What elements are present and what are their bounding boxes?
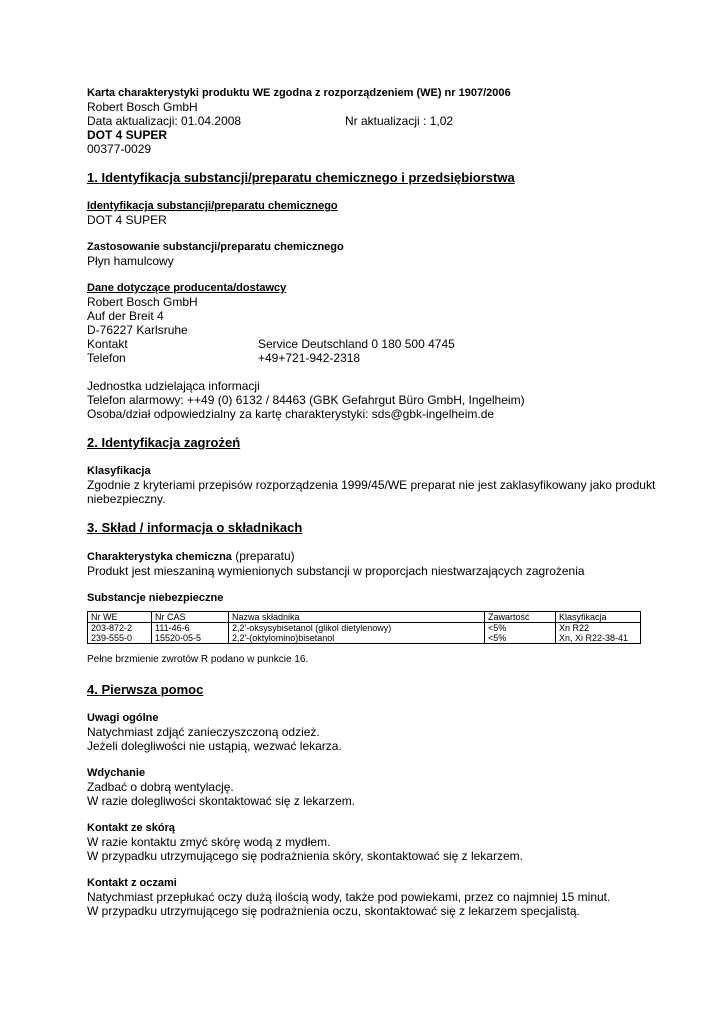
identification-label: Identyfikacja substancji/preparatu chemicznego: [87, 200, 338, 212]
contact-value: Service Deutschland 0 180 500 4745: [258, 337, 455, 351]
table-cell: 111-46-6: [152, 623, 229, 634]
table-cell: 239-555-0: [88, 633, 152, 644]
table-row: [88, 633, 641, 644]
first-aid-general-label: Uwagi ogólne: [87, 712, 159, 724]
section-1-heading: 1. Identyfikacja substancji/preparatu chemicznego i przedsiębiorstwa: [87, 170, 515, 185]
table-cell: 2,2'-oksysybisetanol (glikol dietylenowy): [229, 623, 485, 634]
producer-line: Auf der Breit 4: [87, 309, 164, 323]
identification-value: DOT 4 SUPER: [87, 213, 167, 227]
hazardous-substances-label: Substancje niebezpieczne: [87, 592, 224, 604]
chemical-label-bold: Charakterystyka chemiczna: [87, 551, 232, 563]
contact-label: Kontakt: [87, 337, 128, 351]
revision-row: [87, 114, 647, 128]
section-2-heading: 2. Identyfikacja zagrożeń: [87, 435, 241, 450]
producer-line: D-76227 Karlsruhe: [87, 323, 188, 337]
first-aid-line: Zadbać o dobrą wentylację.: [87, 780, 234, 794]
table-cell: Xn R22: [556, 623, 641, 634]
classification-label: Klasyfikacja: [87, 465, 151, 477]
table-header-cell: Nazwa składnika: [229, 612, 485, 623]
table-header-cell: Nr CAS: [152, 612, 229, 623]
use-value: Płyn hamulcowy: [87, 254, 174, 268]
phone-value: +49+721-942-2318: [258, 351, 361, 365]
use-label: Zastosowanie substancji/preparatu chemicznego: [87, 241, 344, 253]
emergency-phone: Telefon alarmowy: ++49 (0) 6132 / 84463 (GBK Gefahrgut Büro GmbH, Ingelheim): [87, 393, 525, 407]
table-header-cell: Nr WE: [88, 612, 152, 623]
table-cell: Xn, Xi R22-38-41: [556, 633, 641, 644]
revision-date: Data aktualizacji: 01.04.2008: [87, 114, 242, 128]
document-page: [87, 86, 656, 918]
first-aid-line: W przypadku utrzymującego się podrażnienia skóry, skontaktować się z lekarzem.: [87, 849, 523, 863]
substances-table: [87, 611, 641, 644]
table-row: [88, 623, 641, 634]
company-name: Robert Bosch GmbH: [87, 100, 198, 114]
info-line: Jednostka udzielająca informacji: [87, 379, 260, 393]
phone-label: Telefon: [87, 351, 126, 365]
first-aid-line: Natychmiast przepłukać oczy dużą ilością wody, także pod powiekami, przez co najmniej 15 minut.: [87, 890, 611, 904]
table-header-cell: Klasyfikacja: [556, 612, 641, 623]
first-aid-skin-label: Kontakt ze skórą: [87, 822, 176, 834]
product-code: 00377-0029: [87, 142, 152, 156]
first-aid-line: Natychmiast zdjąć zanieczyszczoną odzież.: [87, 725, 320, 739]
chemical-characteristic-label: [87, 549, 647, 564]
phone-row: [87, 351, 647, 365]
table-header-cell: Zawartość: [485, 612, 556, 623]
first-aid-line: W razie dolegliwości skontaktować się z lekarzem.: [87, 794, 356, 808]
first-aid-eyes-label: Kontakt z oczami: [87, 877, 177, 889]
table-cell: 2,2'-(oktylomino)bisetanol: [229, 633, 485, 644]
product-name: DOT 4 SUPER: [87, 128, 168, 142]
section-3-heading: 3. Skład / informacja o składnikach: [87, 520, 303, 535]
chemical-characteristic-text: Produkt jest mieszaniną wymienionych substancji w proporcjach niestwarzających zagrożenia: [87, 564, 585, 578]
producer-label: Dane dotyczące producenta/dostawcy: [87, 282, 287, 294]
classification-text: Zgodnie z kryteriami przepisów rozporządzenia 1999/45/WE preparat nie jest zaklasyfikowany jako produkt: [87, 478, 656, 492]
first-aid-line: Jeżeli dolegliwości nie ustąpią, wezwać lekarza.: [87, 739, 342, 753]
chemical-label-plain: (preparatu): [231, 549, 295, 563]
document-title: Karta charakterystyki produktu WE zgodna z rozporządzeniem (WE) nr 1907/2006: [87, 87, 511, 99]
first-aid-line: W razie kontaktu zmyć skórę wodą z mydłem.: [87, 835, 331, 849]
revision-number: Nr aktualizacji : 1,02: [345, 114, 454, 128]
contact-row: [87, 337, 647, 351]
table-cell: 15520-05-5: [152, 633, 229, 644]
classification-text: niebezpieczny.: [87, 492, 166, 506]
responsible-contact: Osoba/dział odpowiedzialny za kartę charakterystyki: sds@gbk-ingelheim.de: [87, 407, 495, 421]
section-4-heading: 4. Pierwsza pomoc: [87, 682, 204, 697]
r-phrases-note: Pełne brzmienie zwrotów R podano w punkcie 16.: [87, 654, 309, 665]
first-aid-line: W przypadku utrzymującego się podrażnienia oczu, skontaktować się z lekarzem specjalistą.: [87, 904, 580, 918]
table-cell: <5%: [485, 623, 556, 634]
table-cell: 203-872-2: [88, 623, 152, 634]
table-cell: <5%: [485, 633, 556, 644]
table-header-row: [88, 612, 641, 623]
producer-line: Robert Bosch GmbH: [87, 295, 198, 309]
first-aid-inhalation-label: Wdychanie: [87, 767, 146, 779]
